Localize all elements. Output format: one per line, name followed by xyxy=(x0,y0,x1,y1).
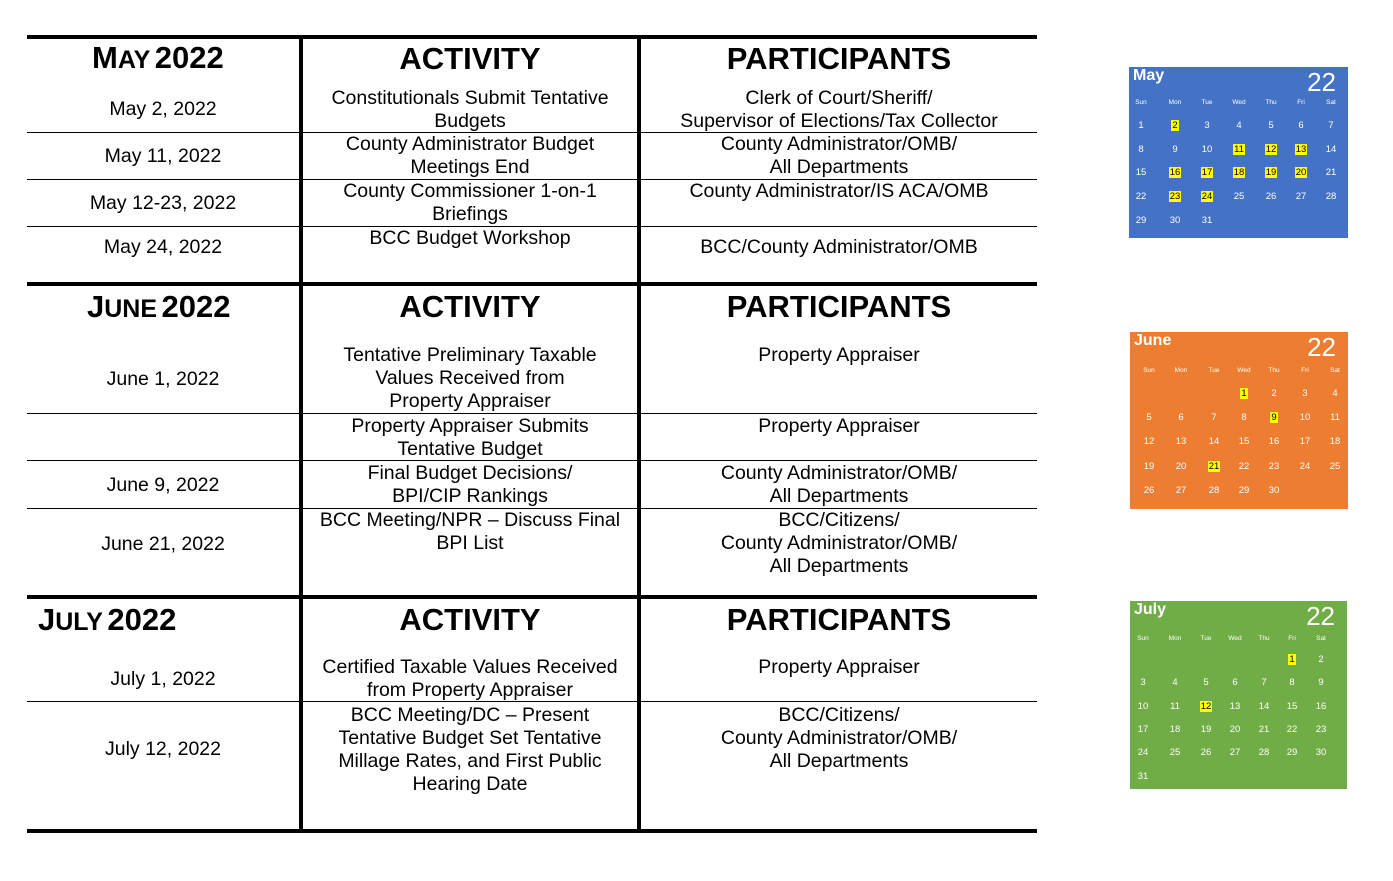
calendar-day: 2 xyxy=(1271,388,1277,399)
calendar-day: 22 xyxy=(1286,723,1298,735)
activity-header: ACTIVITY xyxy=(399,289,541,324)
calendar-day-highlighted: 11 xyxy=(1234,143,1244,155)
calendar-day: 15 xyxy=(1286,700,1298,712)
calendar-day-highlighted: 21 xyxy=(1208,460,1220,472)
calendar-day-highlighted: 1 xyxy=(1289,654,1295,665)
calendar-weekday: Wed xyxy=(1228,635,1242,642)
row-participants: Clerk of Court/Sheriff/ Supervisor of Elections/Tax Collector xyxy=(680,87,998,132)
calendar-weekday: Fri xyxy=(1288,635,1296,642)
calendar-june xyxy=(1130,332,1348,509)
calendar-day: 29 xyxy=(1286,747,1298,759)
row-date: June 9, 2022 xyxy=(106,474,220,496)
calendar-weekday: Wed xyxy=(1237,367,1251,374)
calendar-day: 28 xyxy=(1325,191,1337,203)
calendar-day-highlighted: 19 xyxy=(1265,167,1277,179)
calendar-day: 26 xyxy=(1265,191,1277,203)
calendar-day: 7 xyxy=(1211,412,1217,424)
row-participants: BCC/County Administrator/OMB xyxy=(700,236,978,258)
calendar-day-highlighted: 17 xyxy=(1201,167,1213,179)
calendar-day: 3 xyxy=(1140,677,1146,689)
calendar-day: 27 xyxy=(1295,191,1307,203)
calendar-day: 8 xyxy=(1138,143,1144,155)
calendar-day: 10 xyxy=(1137,700,1149,712)
calendar-may xyxy=(1129,67,1348,238)
calendar-day-highlighted: 24 xyxy=(1201,191,1213,203)
row-participants: County Administrator/IS ACA/OMB xyxy=(689,180,989,202)
calendar-day: 5 xyxy=(1268,120,1274,131)
row-activity: BCC Budget Workshop xyxy=(369,227,571,249)
participants-header: PARTICIPANTS xyxy=(726,289,952,324)
calendar-day: 28 xyxy=(1258,747,1270,759)
calendar-day: 6 xyxy=(1298,120,1304,131)
calendar-day: 19 xyxy=(1200,723,1212,735)
section-title-june: JUNE 2022 xyxy=(87,289,231,324)
row-activity: Certified Taxable Values Received from Property Appraiser xyxy=(322,656,618,701)
calendar-day: 29 xyxy=(1135,214,1147,226)
row-participants: BCC/Citizens/ County Administrator/OMB/ All Departments xyxy=(720,509,958,577)
calendar-day: 14 xyxy=(1325,143,1337,155)
calendar-day: 29 xyxy=(1238,484,1250,496)
calendar-day: 4 xyxy=(1236,120,1242,131)
calendar-day: 3 xyxy=(1302,388,1308,399)
calendar-day: 27 xyxy=(1175,484,1187,496)
calendar-month-name: May xyxy=(1133,67,1165,84)
row-activity: BCC Meeting/NPR – Discuss Final BPI List xyxy=(319,509,621,554)
calendar-day-highlighted: 12 xyxy=(1265,143,1277,155)
calendar-day: 31 xyxy=(1137,770,1149,782)
budget-schedule-table xyxy=(27,35,1037,835)
calendar-day: 11 xyxy=(1170,700,1180,712)
calendar-day-highlighted: 13 xyxy=(1295,143,1307,155)
calendar-day: 4 xyxy=(1332,388,1338,399)
calendar-day: 28 xyxy=(1208,484,1220,496)
calendar-day: 5 xyxy=(1146,412,1152,424)
calendar-month-name: June xyxy=(1134,332,1172,349)
row-participants: Property Appraiser xyxy=(758,415,920,437)
row-activity: Tentative Preliminary Taxable Values Received from Property Appraiser xyxy=(343,344,597,412)
calendar-day: 25 xyxy=(1169,747,1181,759)
calendar-weekday: Thu xyxy=(1268,367,1280,374)
calendar-weekday: Mon xyxy=(1168,99,1182,106)
section-title-july: JULY 2022 xyxy=(38,602,177,637)
calendar-day: 9 xyxy=(1172,143,1178,155)
calendar-day: 8 xyxy=(1241,412,1247,424)
calendar-weekday: Mon xyxy=(1174,367,1188,374)
calendar-day: 16 xyxy=(1315,700,1327,712)
row-date: July 1, 2022 xyxy=(110,668,216,690)
calendar-day-highlighted: 1 xyxy=(1241,388,1247,399)
calendar-day: 15 xyxy=(1238,436,1250,448)
calendar-day: 23 xyxy=(1315,723,1327,735)
calendar-day: 1 xyxy=(1138,120,1144,131)
calendar-day: 16 xyxy=(1268,436,1280,448)
row-date: May 11, 2022 xyxy=(104,145,222,167)
calendar-day: 20 xyxy=(1175,460,1187,472)
calendar-day: 10 xyxy=(1299,412,1311,424)
calendar-day: 5 xyxy=(1203,677,1209,689)
row-date: June 21, 2022 xyxy=(101,533,225,555)
calendar-day: 14 xyxy=(1258,700,1270,712)
calendar-day: 4 xyxy=(1172,677,1178,689)
row-date: July 12, 2022 xyxy=(104,738,221,760)
calendar-year: 22 xyxy=(1307,332,1336,362)
calendar-weekday: Fri xyxy=(1297,99,1305,106)
row-activity: County Commissioner 1-on-1 Briefings xyxy=(343,180,597,225)
calendar-day: 12 xyxy=(1143,436,1155,448)
calendar-day: 30 xyxy=(1315,747,1327,759)
row-participants: Property Appraiser xyxy=(758,344,920,366)
row-activity: County Administrator Budget Meetings End xyxy=(345,133,595,178)
calendar-weekday: Sun xyxy=(1135,99,1147,106)
row-date: June 1, 2022 xyxy=(106,368,220,390)
calendar-day: 9 xyxy=(1318,677,1324,689)
calendar-weekday: Tue xyxy=(1200,635,1212,642)
calendar-day: 6 xyxy=(1178,412,1184,424)
calendar-day: 25 xyxy=(1233,191,1245,203)
calendar-day: 21 xyxy=(1325,167,1337,179)
calendar-weekday: Sun xyxy=(1143,367,1155,374)
calendar-day: 25 xyxy=(1329,460,1341,472)
calendar-july xyxy=(1130,601,1347,789)
calendar-weekday: Fri xyxy=(1301,367,1309,374)
calendar-day: 11 xyxy=(1330,412,1340,424)
calendar-day: 24 xyxy=(1137,747,1149,759)
calendar-weekday: Sat xyxy=(1326,99,1336,106)
row-date: May 12-23, 2022 xyxy=(89,192,237,214)
calendar-day: 2 xyxy=(1318,654,1324,665)
row-activity: Constitutionals Submit Tentative Budgets xyxy=(331,87,609,132)
calendar-day: 7 xyxy=(1261,677,1267,689)
calendar-day: 10 xyxy=(1201,143,1213,155)
calendar-month-name: July xyxy=(1134,601,1167,618)
calendar-day: 13 xyxy=(1175,436,1187,448)
calendar-day: 6 xyxy=(1232,677,1238,689)
calendar-day: 17 xyxy=(1137,723,1149,735)
activity-header: ACTIVITY xyxy=(399,41,541,76)
row-date: May 24, 2022 xyxy=(103,236,223,258)
calendar-day: 26 xyxy=(1143,484,1155,496)
calendar-weekday: Sun xyxy=(1137,635,1149,642)
calendar-day: 7 xyxy=(1328,120,1334,131)
calendar-day: 14 xyxy=(1208,436,1220,448)
calendar-day: 19 xyxy=(1143,460,1155,472)
row-participants: County Administrator/OMB/ All Departments xyxy=(720,462,958,507)
calendar-day-highlighted: 16 xyxy=(1169,167,1181,179)
calendar-day: 24 xyxy=(1299,460,1311,472)
calendar-day: 30 xyxy=(1169,214,1181,226)
activity-header: ACTIVITY xyxy=(399,602,541,637)
row-participants: BCC/Citizens/ County Administrator/OMB/ All Departments xyxy=(720,704,958,772)
calendar-year: 22 xyxy=(1306,601,1335,631)
row-activity: BCC Meeting/DC – Present Tentative Budget Set Tentative Millage Rates, and First Public Hearing Date xyxy=(338,704,602,795)
calendar-day: 13 xyxy=(1229,700,1241,712)
participants-header: PARTICIPANTS xyxy=(726,602,952,637)
calendar-year: 22 xyxy=(1307,67,1336,97)
section-title-may: MAY 2022 xyxy=(92,40,224,75)
calendar-day-highlighted: 2 xyxy=(1172,120,1178,131)
calendar-day-highlighted: 12 xyxy=(1200,700,1212,712)
calendar-day: 20 xyxy=(1229,723,1241,735)
calendar-day: 17 xyxy=(1299,436,1311,448)
calendar-day: 18 xyxy=(1169,723,1181,735)
calendar-day-highlighted: 18 xyxy=(1233,167,1245,179)
calendar-day: 30 xyxy=(1268,484,1280,496)
calendar-weekday: Tue xyxy=(1208,367,1220,374)
calendar-day: 23 xyxy=(1268,460,1280,472)
row-participants: Property Appraiser xyxy=(758,656,920,678)
calendar-day: 8 xyxy=(1289,677,1295,689)
calendar-weekday: Thu xyxy=(1258,635,1270,642)
calendar-day: 22 xyxy=(1238,460,1250,472)
calendar-day-highlighted: 23 xyxy=(1169,191,1181,203)
calendar-day: 21 xyxy=(1258,723,1270,735)
calendar-day: 26 xyxy=(1200,747,1212,759)
calendar-day: 27 xyxy=(1229,747,1241,759)
row-date: May 2, 2022 xyxy=(109,98,217,120)
calendar-weekday: Mon xyxy=(1168,635,1182,642)
calendar-day: 31 xyxy=(1201,214,1213,226)
calendar-day: 3 xyxy=(1204,120,1210,131)
calendar-weekday: Wed xyxy=(1232,99,1246,106)
row-activity: Property Appraiser Submits Tentative Budget xyxy=(351,415,589,460)
calendar-weekday: Tue xyxy=(1201,99,1213,106)
calendar-weekday: Sat xyxy=(1316,635,1326,642)
row-participants: County Administrator/OMB/ All Departments xyxy=(720,133,958,178)
calendar-day: 18 xyxy=(1329,436,1341,448)
calendar-weekday: Sat xyxy=(1330,367,1340,374)
calendar-weekday: Thu xyxy=(1265,99,1277,106)
calendar-day: 22 xyxy=(1135,191,1147,203)
participants-header: PARTICIPANTS xyxy=(726,41,952,76)
calendar-day-highlighted: 20 xyxy=(1295,167,1307,179)
calendar-day-highlighted: 9 xyxy=(1271,412,1277,424)
calendar-day: 15 xyxy=(1135,167,1147,179)
row-activity: Final Budget Decisions/ BPI/CIP Rankings xyxy=(367,462,573,507)
